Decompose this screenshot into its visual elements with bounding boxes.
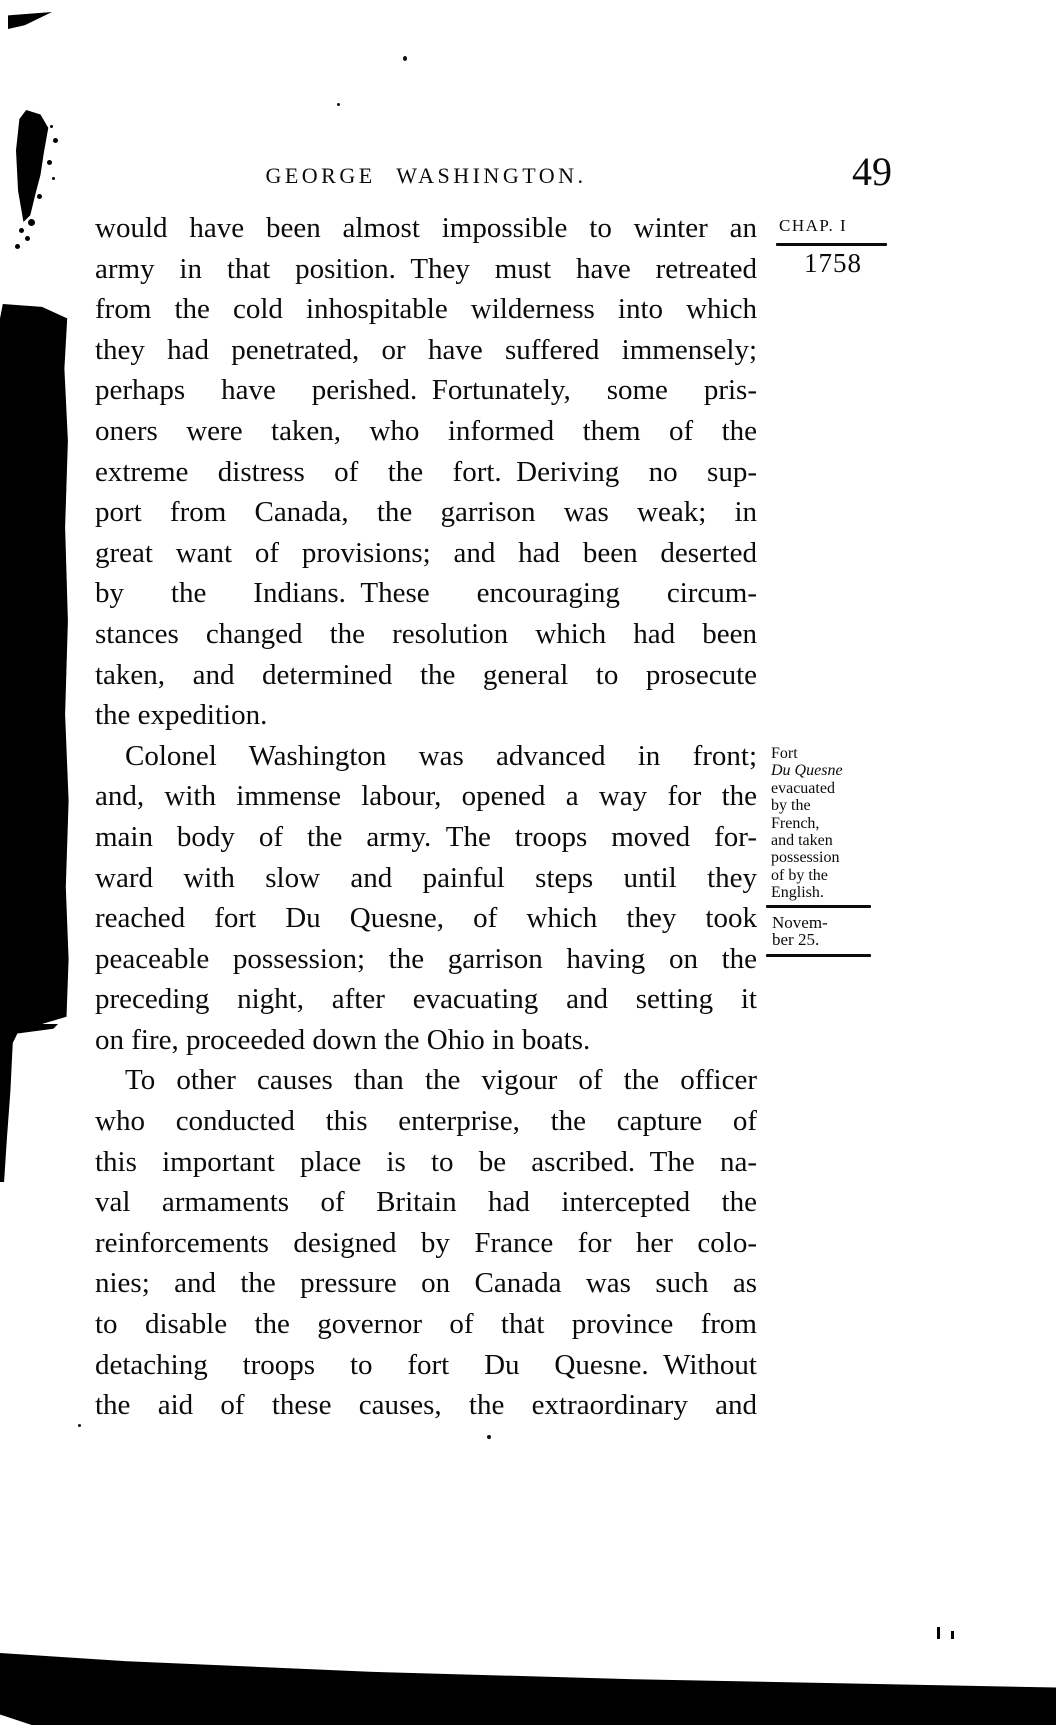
text-line: To other causes than the vigour of the officer bbox=[125, 1064, 757, 1097]
sidenote-line: evacuated bbox=[771, 779, 835, 797]
scan-artifact-left-band bbox=[0, 304, 70, 1024]
sidenote-line: Novem- bbox=[772, 913, 828, 932]
text-line: this important place is to be ascribed. The na- bbox=[95, 1145, 757, 1178]
text-line: the expedition. bbox=[95, 699, 268, 732]
scan-artifact-left-strip bbox=[0, 1024, 58, 1182]
page-number: 49 bbox=[852, 149, 892, 194]
sidenote-date bbox=[772, 914, 882, 948]
scan-artifact-corner-wedge bbox=[8, 12, 52, 29]
sidenote-line: Fort bbox=[771, 745, 798, 762]
text-line: peaceable possession; the garrison having on the bbox=[95, 942, 757, 975]
sidenote-line: and taken bbox=[771, 832, 833, 850]
text-line: stances changed the resolution which had been bbox=[95, 617, 757, 650]
text-line: val armaments of Britain had intercepted the bbox=[95, 1186, 757, 1219]
margin-year-label: 1758 bbox=[804, 248, 862, 278]
text-line: army in that position. They must have retreated bbox=[95, 252, 757, 285]
text-line: oners were taken, who informed them of the bbox=[95, 414, 757, 447]
scan-artifact-bottom-band bbox=[0, 1650, 1056, 1725]
sidenote-line: ber 25. bbox=[772, 930, 820, 949]
scan-artifact-tick bbox=[951, 1631, 954, 1639]
scan-artifact-ink-blob bbox=[16, 110, 50, 222]
text-line: ward with slow and painful steps until they bbox=[95, 861, 757, 894]
text-line: reached fort Du Quesne, of which they took bbox=[95, 902, 757, 935]
text-line: on fire, proceeded down the Ohio in boats. bbox=[95, 1023, 591, 1056]
scan-artifact-speck bbox=[487, 1435, 491, 1439]
scan-artifact-tick bbox=[937, 1627, 940, 1639]
scan-artifact-ink-specks bbox=[50, 125, 53, 128]
text-line: they had penetrated, or have suffered immensely; bbox=[95, 333, 757, 366]
page-text-column bbox=[95, 208, 757, 1426]
text-line: Colonel Washington was advanced in front; bbox=[125, 739, 757, 772]
text-line: the aid of these causes, the extraordinary and bbox=[95, 1389, 757, 1422]
sidenote-fort-du-quesne bbox=[771, 745, 891, 902]
text-line: and, with immense labour, opened a way for the bbox=[95, 780, 757, 813]
margin-rule bbox=[766, 954, 871, 957]
text-line: to disable the governor of that province from bbox=[95, 1308, 757, 1341]
margin-rule bbox=[776, 243, 887, 246]
sidenote-line: by the bbox=[771, 797, 811, 815]
text-line: from the cold inhospitable wilderness into which bbox=[95, 293, 757, 326]
sidenote-line: of by the bbox=[771, 866, 828, 884]
sidenote-line: possession bbox=[771, 849, 840, 867]
text-line: taken, and determined the general to prosecute bbox=[95, 658, 757, 691]
text-line: reinforcements designed by France for her colo- bbox=[95, 1226, 757, 1259]
sidenote-line: Du Quesne bbox=[771, 762, 843, 780]
text-line: who conducted this enterprise, the capture of bbox=[95, 1105, 757, 1138]
margin-chapter-label: CHAP. I bbox=[779, 216, 848, 235]
running-header-title: GEORGE WASHINGTON. bbox=[265, 163, 587, 188]
text-line: detaching troops to fort Du Quesne. Without bbox=[95, 1348, 757, 1381]
scan-artifact-speck bbox=[337, 103, 340, 106]
text-line: great want of provisions; and had been deserted bbox=[95, 536, 757, 569]
sidenote-line: French, bbox=[771, 814, 820, 832]
margin-rule bbox=[766, 905, 871, 908]
sidenote-line: English. bbox=[771, 884, 824, 902]
text-line: preceding night, after evacuating and setting it bbox=[95, 983, 757, 1016]
text-line: main body of the army. The troops moved for- bbox=[95, 820, 757, 853]
text-line: nies; and the pressure on Canada was such as bbox=[95, 1267, 757, 1300]
text-line: perhaps have perished. Fortunately, some pris- bbox=[95, 374, 757, 407]
scan-artifact-speck bbox=[78, 1424, 81, 1427]
scan-artifact-speck bbox=[403, 56, 407, 61]
text-line: extreme distress of the fort. Deriving no sup- bbox=[95, 455, 757, 488]
text-line: would have been almost impossible to winter an bbox=[95, 212, 757, 244]
text-line: by the Indians. These encouraging circum- bbox=[95, 577, 757, 610]
text-line: port from Canada, the garrison was weak; in bbox=[95, 496, 757, 529]
